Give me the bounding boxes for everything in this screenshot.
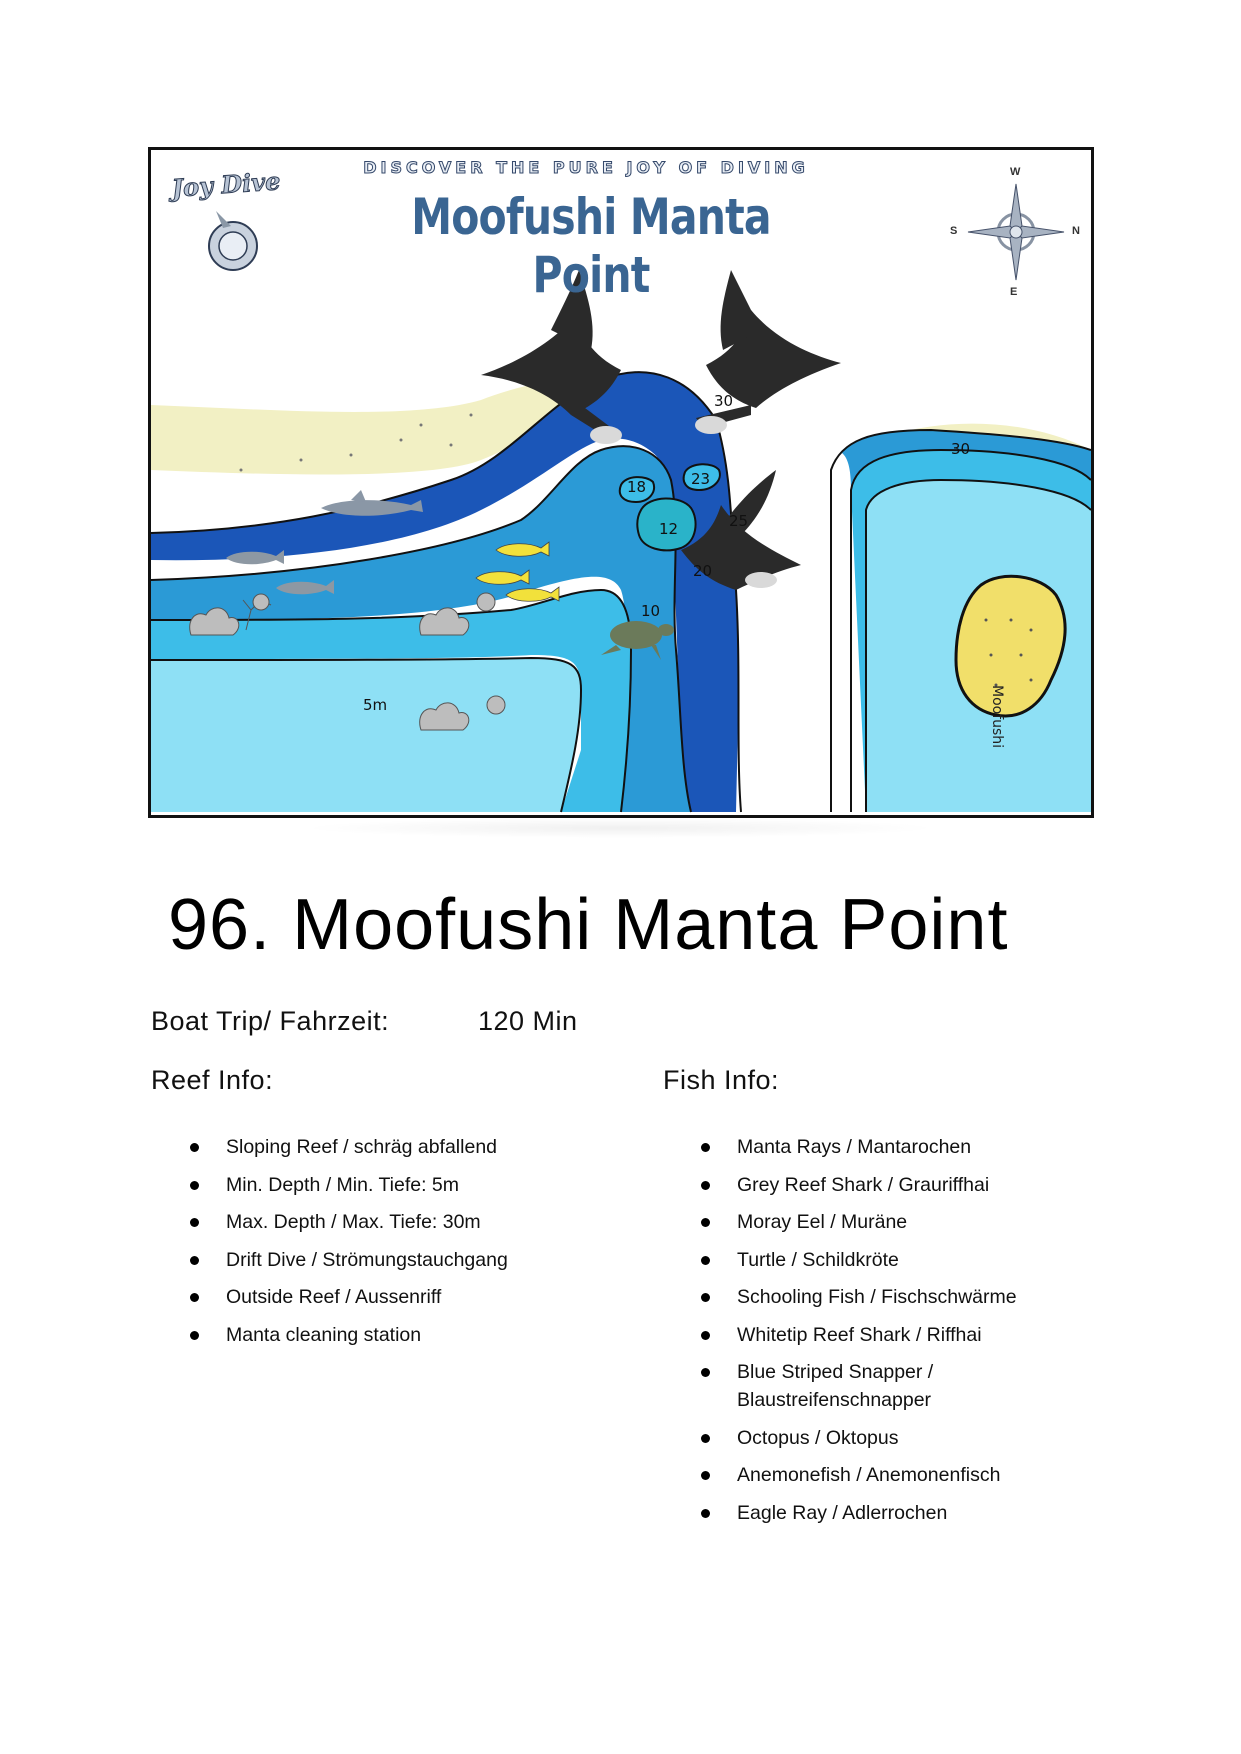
bullet-icon: [190, 1143, 199, 1152]
bullet-icon: [190, 1218, 199, 1227]
list-item: [737, 1133, 1067, 1161]
bullet-icon: [701, 1434, 710, 1443]
dive-site-map: [148, 147, 1094, 818]
reef-info-item: Max. Depth / Max. Tiefe: 30m: [226, 1211, 481, 1233]
bullet-icon: [701, 1471, 710, 1480]
bullet-icon: [701, 1368, 710, 1377]
logo-text: Joy Dive: [170, 166, 282, 203]
bullet-icon: [701, 1293, 710, 1302]
reef-info-heading: Reef Info:: [151, 1065, 274, 1095]
boat-trip-value: 120 Min: [478, 1006, 578, 1036]
map-shadow: [300, 818, 940, 838]
fish-info-item: Anemonefish / Anemonenfisch: [737, 1464, 1001, 1486]
list-item: [226, 1171, 626, 1199]
reef-info-list: [226, 1133, 626, 1358]
fish-info-item: Octopus / Oktopus: [737, 1426, 899, 1449]
compass-west-label: W: [1010, 166, 1021, 178]
bullet-icon: [190, 1331, 199, 1340]
reef-info-item: Drift Dive / Strömungstauchgang: [226, 1248, 508, 1271]
list-item: [737, 1321, 1067, 1349]
list-item: [226, 1133, 626, 1161]
depth-label-10: 10: [641, 602, 661, 620]
bullet-icon: [701, 1218, 710, 1227]
depth-label-5m: 5m: [363, 696, 388, 714]
fish-info-item: Whitetip Reef Shark / Riffhai: [737, 1323, 982, 1346]
boat-trip-label: Boat Trip/ Fahrzeit:: [151, 1006, 390, 1036]
compass-north-label: N: [1072, 225, 1080, 237]
list-item: [737, 1424, 1067, 1452]
fish-info-item: Manta Rays / Mantarochen: [737, 1136, 972, 1158]
list-item: [737, 1358, 1067, 1414]
fish-info-item: Schooling Fish / Fischschwärme: [737, 1286, 1017, 1308]
compass-east-label: E: [1010, 286, 1018, 298]
bullet-icon: [190, 1256, 199, 1265]
bullet-icon: [701, 1143, 710, 1152]
bullet-icon: [701, 1181, 710, 1190]
bullet-icon: [190, 1181, 199, 1190]
joy-dive-logo: [171, 166, 281, 276]
reef-info-item: Sloping Reef / schräg abfallend: [226, 1136, 498, 1158]
list-item: [226, 1283, 626, 1311]
map-title: Moofushi Manta Point: [411, 188, 771, 304]
fish-info-heading: Fish Info:: [663, 1065, 780, 1095]
bullet-icon: [701, 1331, 710, 1340]
fish-info-item: Eagle Ray / Adlerrochen: [737, 1501, 948, 1524]
list-item: [737, 1283, 1067, 1311]
depth-label-30-top: 30: [714, 392, 734, 410]
bullet-icon: [190, 1293, 199, 1302]
list-item: [226, 1321, 626, 1349]
reef-info-item: Min. Depth / Min. Tiefe: 5m: [226, 1173, 460, 1196]
bullet-icon: [701, 1256, 710, 1265]
list-item: [737, 1171, 1067, 1199]
fish-info-item: Moray Eel / Muräne: [737, 1211, 908, 1233]
boat-trip-row: [151, 1006, 578, 1037]
depth-label-30-right: 30: [951, 440, 971, 458]
list-item: [737, 1208, 1067, 1236]
list-item: [737, 1461, 1067, 1489]
fish-info-list: [737, 1133, 1067, 1536]
island-label: Moofushi: [989, 685, 1005, 749]
depth-label-12: 12: [659, 520, 679, 538]
reef-info-item: Manta cleaning station: [226, 1323, 422, 1346]
fish-info-item: Turtle / Schildkröte: [737, 1248, 899, 1271]
depth-label-18: 18: [627, 478, 647, 496]
depth-label-25: 25: [729, 512, 749, 530]
page-title: 96. Moofushi Manta Point: [168, 885, 1009, 965]
fish-info-item: Grey Reef Shark / Grauriffhai: [737, 1173, 990, 1196]
compass-south-label: S: [950, 225, 958, 237]
depth-label-23: 23: [691, 470, 711, 488]
fish-info-item: Blue Striped Snapper / Blaustreifenschnapper: [737, 1361, 934, 1411]
list-item: [226, 1246, 626, 1274]
map-tagline: DISCOVER THE PURE JOY OF DIVING: [363, 158, 809, 177]
bullet-icon: [701, 1509, 710, 1518]
list-item: [737, 1246, 1067, 1274]
compass-icon: [946, 162, 1086, 302]
compass-rose: [946, 162, 1086, 302]
shallow-zone: [151, 658, 581, 812]
reef-info-item: Outside Reef / Aussenriff: [226, 1286, 442, 1308]
list-item: [737, 1499, 1067, 1527]
depth-label-20: 20: [693, 562, 713, 580]
logo-emblem-icon: [171, 166, 281, 276]
list-item: [226, 1208, 626, 1236]
